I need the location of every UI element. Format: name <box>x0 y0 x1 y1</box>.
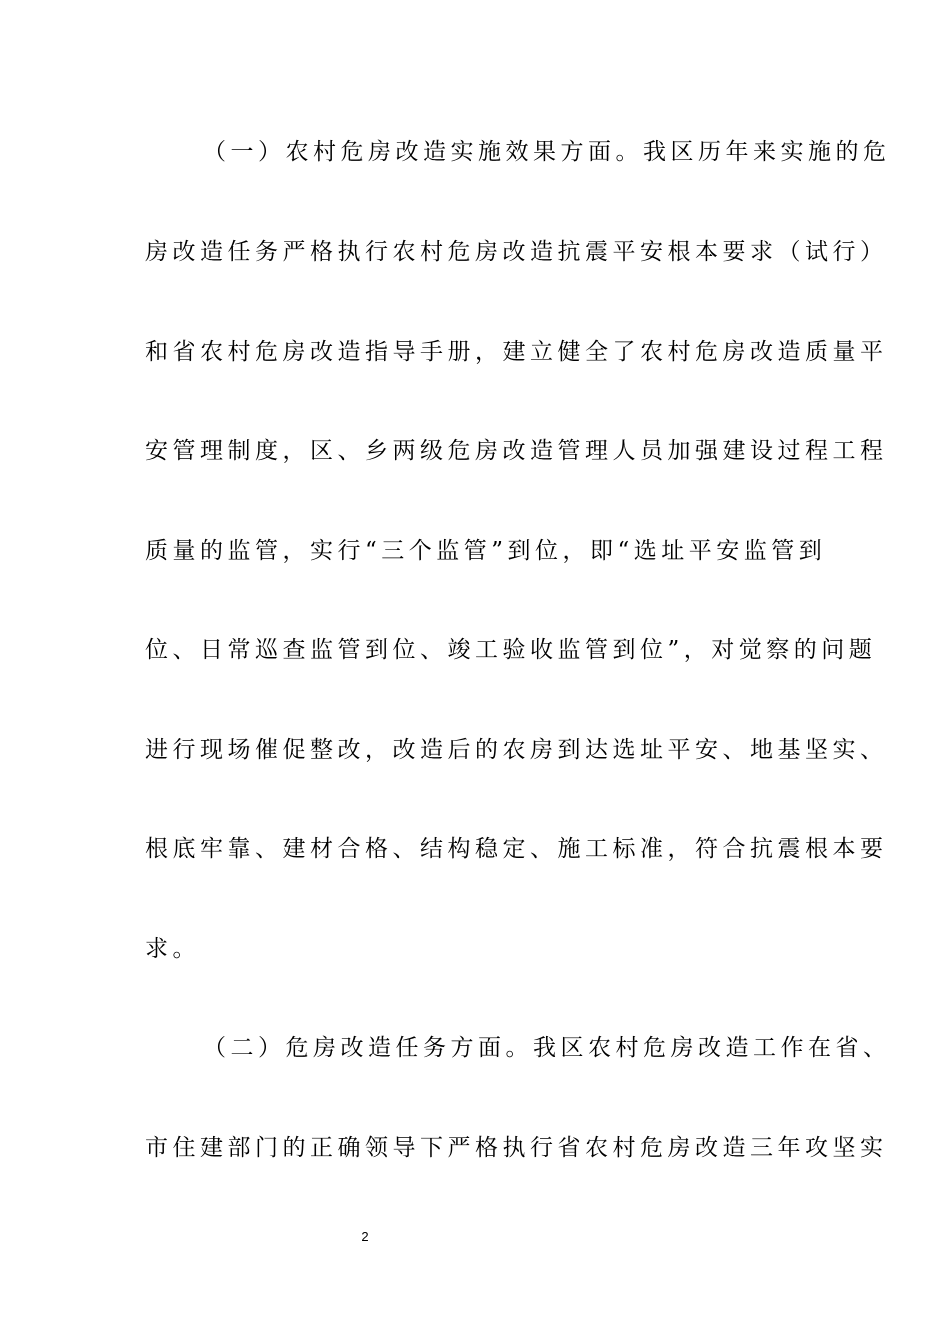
paragraph-1-line-7: 进行现场催促整改，改造后的农房到达选址平安、地基坚实、 <box>145 737 888 763</box>
paragraph-1-line-1: （一）农村危房改造实施效果方面。我区历年来实施的危 <box>203 139 891 165</box>
paragraph-2-line-2: 市住建部门的正确领导下严格执行省农村危房改造三年攻坚实 <box>145 1135 888 1161</box>
paragraph-2-line-1: （二）危房改造任务方面。我区农村危房改造工作在省、 <box>203 1035 891 1061</box>
paragraph-1-line-9: 求。 <box>145 936 200 962</box>
paragraph-1-line-3: 和省农村危房改造指导手册，建立健全了农村危房改造质量平 <box>145 339 888 365</box>
paragraph-1-line-4: 安管理制度，区、乡两级危房改造管理人员加强建设过程工程 <box>145 438 888 464</box>
paragraph-1-line-2: 房改造任务严格执行农村危房改造抗震平安根本要求（试行） <box>145 239 888 265</box>
paragraph-1-line-8: 根底牢靠、建材合格、结构稳定、施工标准，符合抗震根本要 <box>145 836 888 862</box>
paragraph-1-line-5: 质量的监管，实行“三个监管”到位，即“选址平安监管到 <box>145 538 827 564</box>
page-number: 2 <box>361 1229 369 1244</box>
paragraph-1-line-6: 位、日常巡查监管到位、竣工验收监管到位”，对觉察的问题 <box>145 637 877 663</box>
